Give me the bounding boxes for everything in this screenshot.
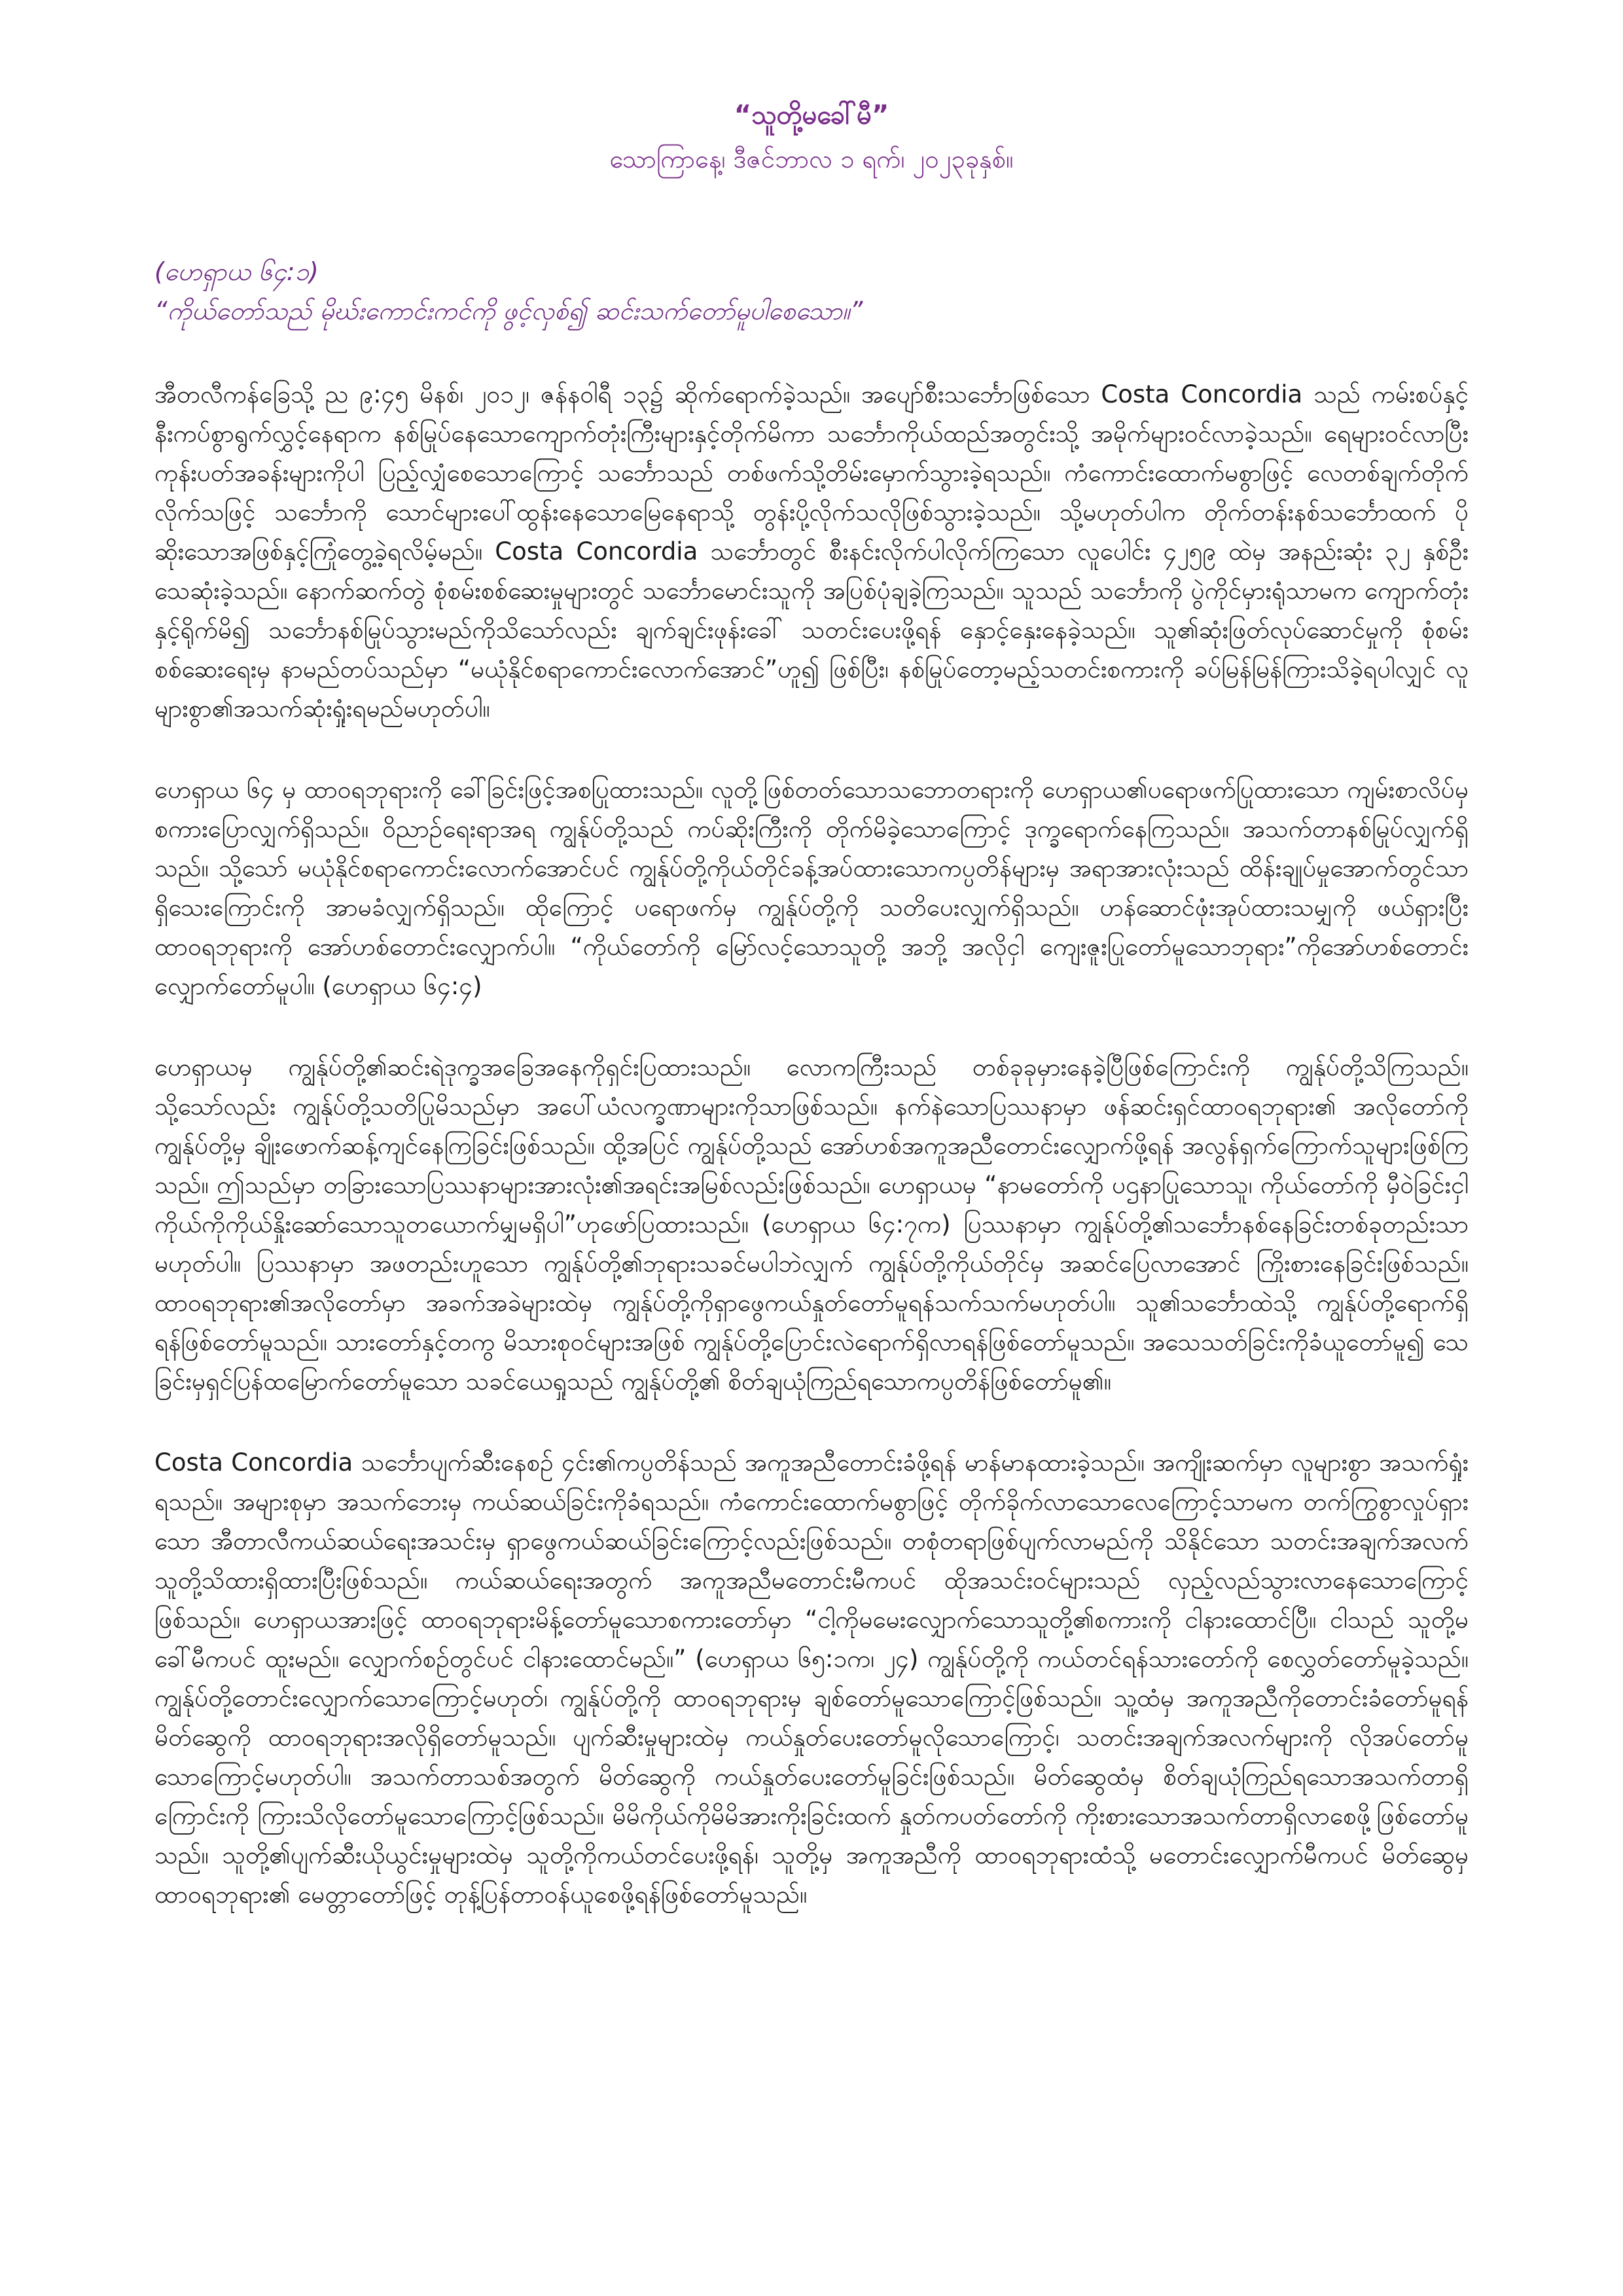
document-title: “သူတို့မခေါ်မီ” <box>734 100 889 130</box>
verse-reference: (ဟေရှာယ ၆၄:၁) <box>154 257 319 286</box>
paragraph-2: ဟေရှာယ ၆၄ မှ ထာဝရဘုရားကို ခေါ်ခြင်းဖြင့်အစပြုထားသည်။ လူတို့ဖြစ်တတ်သောသဘောတရားကို ဟေရှာယ၏ပရောဖက်ပြုထားသော ကျမ်းစာလိပ်မှ စကားပြောလျှက်ရှိသည်။ ဝိညာဉ်ရေးရာအရ ကျွန်ုပ်တို့သည် ကပ်ဆိုးကြီးကို တိုက်မိခဲ့သောကြောင့် ဒုက္ခရောက်နေကြသည်။ အသက်တာနစ်မြုပ်လျှက်ရှိသည်။ သို့သော် မယုံနိုင်စရာကောင်းလောက်အောင်ပင် ကျွန်ုပ်တို့ကိုယ်တိုင်ခန့်အပ်ထားသောကပ္ပတိန်များမှ အရာအားလုံးသည် ထိန်းချုပ်မှုအောက်တွင်သာရှိသေးကြောင်းကို အာမခံလျှက်ရှိသည်။ ထိုကြောင့် ပရောဖက်မှ ကျွန်ုပ်တို့ကို သတိပေးလျှက်ရှိသည်။ ဟန်ဆောင်ဖုံးအုပ်ထားသမျှကို ဖယ်ရှားပြီး ထာဝရဘုရားကို အော်ဟစ်တောင်းလျှောက်ပါ။ “ကိုယ်တော်ကို မြော်လင့်သောသူတို့ အဘို့ အလိုငှါ ကျေးဇူးပြုတော်မူသောဘုရား”ကိုအော်ဟစ်တောင်းလျှောက်တော်မူပါ။ (ဟေရှာယ ၆၄:၄) <box>154 776 1469 1000</box>
paragraph-4: Costa Concordia သင်္ဘောပျက်ဆီးနေစဉ် ၄င်း၏ကပ္ပတိန်သည် အကူအညီတောင်းခံဖို့ရန် မာန်မာနထားခဲ့သည်။ အကျိုးဆက်မှာ လူများစွာ အသက်ရှုံးရသည်။ အများစုမှာ အသက်ဘေးမှ ကယ်ဆယ်ခြင်းကိုခံရသည်။ ကံကောင်းထောက်မစွာဖြင့် တိုက်ခိုက်လာသောလေကြောင့်သာမက တက်ကြွစွာလှုပ်ရှားသော အီတာလီကယ်ဆယ်ရေးအသင်းမှ ရှာဖွေကယ်ဆယ်ခြင်းကြောင့်လည်းဖြစ်သည်။ တစုံတရာဖြစ်ပျက်လာမည်ကို သိနိုင်သော သတင်းအချက်အလက် သူတို့သိထားရှိထားပြီးဖြစ်သည်။ ကယ်ဆယ်ရေးအတွက် အကူအညီမတောင်းမီကပင် ထိုအသင်းဝင်များသည် လှည့်လည်သွားလာနေသောကြောင့်ဖြစ်သည်။ ဟေရှာယအားဖြင့် ထာဝရဘုရားမိန့်တော်မူသောစကားတော်မှာ “ငါ့ကိုမမေးလျှောက်သောသူတို့၏စကားကို ငါနားထောင်ပြီ။ ငါသည် သူတို့မခေါ်မီကပင် ထူးမည်။ လျှောက်စဉ်တွင်ပင် ငါနားထောင်မည်။” (ဟေရှာယ ၆၅:၁က၊ ၂၄) ကျွန်ုပ်တို့ကို ကယ်တင်ရန်သားတော်ကို စေလွှတ်တော်မူခဲ့သည်။ ကျွန်ုပ်တို့တောင်းလျှောက်သောကြောင့်မဟုတ်၊ ကျွန်ုပ်တို့ကို ထာဝရဘုရားမှ ချစ်တော်မူသောကြောင့်ဖြစ်သည်။ သူ့ထံမှ အကူအညီကိုတောင်းခံတော်မူရန် မိတ်ဆွေကို ထာဝရဘုရားအလိုရှိတော်မူသည်။ ပျက်ဆီးမှုများထဲမှ ကယ်နှုတ်ပေးတော်မူလိုသောကြောင့်၊ သတင်းအချက်အလက်များကို လိုအပ်တော်မူသောကြောင့်မဟုတ်ပါ။ အသက်တာသစ်အတွက် မိတ်ဆွေကို ကယ်နှုတ်ပေးတော်မူခြင်းဖြစ်သည်။ မိတ်ဆွေထံမှ စိတ်ချယုံကြည်ရသောအသက်တာရှိကြောင်းကို ကြားသိလိုတော်မူသောကြောင့်ဖြစ်သည်။ မိမိကိုယ်ကိုမိမိအားကိုးခြင်းထက် နှုတ်ကပတ်တော်ကို ကိုးစားသောအသက်တာရှိလာစေဖို့ဖြစ်တော်မူသည်။ သူတို့၏ပျက်ဆီးယိုယွင်းမှုများထဲမှ သူတို့ကိုကယ်တင်ပေးဖို့ရန်၊ သူတို့မှ အကူအညီကို ထာဝရဘုရားထံသို့ မတောင်းလျှောက်မီကပင် မိတ်ဆွေမှ ထာဝရဘုရား၏ မေတ္တာတော်ဖြင့် တုန့်ပြန်တာဝန်ယူစေဖို့ရန်ဖြစ်တော်မူသည်။ <box>154 1448 1469 1909</box>
verse-quote: “ကိုယ်တော်သည် မိုဃ်းကောင်းကင်ကို ဖွင့်လှစ်၍ ဆင်းသက်တော်မူပါစေသော။” <box>154 296 863 325</box>
paragraph-3: ဟေရှာယမှ ကျွန်ုပ်တို့၏ဆင်းရဲဒုက္ခအခြေအနေကိုရှင်းပြထားသည်။ လောကကြီးသည် တစ်ခုခုမှားနေခဲ့ပြီဖြစ်ကြောင်းကို ကျွန်ုပ်တို့သိကြသည်။ သို့သော်လည်း ကျွန်ုပ်တို့သတိပြုမိသည်မှာ အပေါ်ယံလက္ခဏာများကိုသာဖြစ်သည်။ နက်နဲသောပြဿနာမှာ ဖန်ဆင်းရှင်ထာဝရဘုရား၏ အလိုတော်ကို ကျွန်ုပ်တို့မှ ချိုးဖောက်ဆန့်ကျင်နေကြခြင်းဖြစ်သည်။ ထို့အပြင် ကျွန်ုပ်တို့သည် အော်ဟစ်အကူအညီတောင်းလျှောက်ဖို့ရန် အလွန်ရှက်ကြောက်သူများဖြစ်ကြသည်။ ဤသည်မှာ တခြားသောပြဿနာများအားလုံး၏အရင်းအမြစ်လည်းဖြစ်သည်။ ဟေရှာယမှ “နာမတော်ကို ပဌနာပြုသောသူ၊ ကိုယ်တော်ကို မှီဝဲခြင်းငှါ ကိုယ်ကိုကိုယ်နှိုးဆော်သောသူတယောက်မျှမရှိပါ”ဟုဖော်ပြထားသည်။ (ဟေရှာယ ၆၄:၇က) ပြဿနာမှာ ကျွန်ုပ်တို့၏သင်္ဘောနစ်နေခြင်းတစ်ခုတည်းသာမဟုတ်ပါ။ ပြဿနာမှာ အဖတည်းဟူသော ကျွန်ုပ်တို့၏ဘုရားသခင်မပါဘဲလျှက် ကျွန်ုပ်တို့ကိုယ်တိုင်မှ အဆင်ပြေလာအောင် ကြိုးစားနေခြင်းဖြစ်သည်။ ထာဝရဘုရား၏အလိုတော်မှာ အခက်အခဲများထဲမှ ကျွန်ုပ်တို့ကိုရှာဖွေကယ်နှုတ်တော်မူရန်သက်သက်မဟုတ်ပါ။ သူ၏သင်္ဘောထဲသို့ ကျွန်ုပ်တို့ရောက်ရှိရန်ဖြစ်တော်မူသည်။ သားတော်နှင့်တကွ မိသားစုဝင်များအဖြစ် ကျွန်ုပ်တို့ပြောင်းလဲရောက်ရှိလာရန်ဖြစ်တော်မူသည်။ အသေသတ်ခြင်းကိုခံယူတော်မူ၍ သေခြင်းမှရှင်ပြန်ထမြောက်တော်မူသော သခင်ယေရှုသည် ကျွန်ုပ်တို့၏ စိတ်ချယုံကြည်ရသောကပ္ပတိန်ဖြစ်တော်မူ၏။ <box>154 1053 1469 1395</box>
document-date: သောကြာနေ့၊ ဒီဇင်ဘာလ ၁ ရက်၊ ၂၀၂၃ခုနှစ်။ <box>609 145 1014 173</box>
paragraph-1: အီတလီကန်ခြေသို့ ည ၉:၄၅ မိနစ်၊ ၂၀၁၂၊ ဇန်နဝါရီ ၁၃၌ ဆိုက်ရောက်ခဲ့သည်။ အပျော်စီးသင်္ဘောဖြစ်သော Costa Concordia သည် ကမ်းစပ်နှင့်နီးကပ်စွာရွက်လွှင့်နေရာက နစ်မြုပ်နေသောကျောက်တုံးကြီးများနှင့်တိုက်မိကာ သင်္ဘောကိုယ်ထည်အတွင်းသို့ အမိုက်များဝင်လာခဲ့သည်။ ရေများဝင်လာပြီး ကုန်းပတ်အခန်းများကိုပါ ပြည့်လျှံစေသောကြောင့် သင်္ဘောသည် တစ်ဖက်သို့တိမ်းမှောက်သွားခဲ့ရသည်။ ကံကောင်းထောက်မစွာဖြင့် လေတစ်ချက်တိုက်လိုက်သဖြင့် သင်္ဘောကို သောင်များပေါ်ထွန်းနေသောမြေနေရာသို့ တွန်းပို့လိုက်သလိုဖြစ်သွားခဲ့သည်။ သို့မဟုတ်ပါက တိုက်တန်းနစ်သင်္ဘောထက် ပိုဆိုးသောအဖြစ်နှင့်ကြုံတွေ့ခဲ့ရလိမ့်မည်။ Costa Concordia သင်္ဘောတွင် စီးနင်းလိုက်ပါလိုက်ကြသော လူပေါင်း ၄၂၅၉ ထဲမှ အနည်းဆုံး ၃၂ နှစ်ဦးသေဆုံးခဲ့သည်။ နောက်ဆက်တွဲ စုံစမ်းစစ်ဆေးမှုများတွင် သင်္ဘောမောင်းသူကို အပြစ်ပုံချခဲ့ကြသည်။ သူသည် သင်္ဘောကို ပွဲကိုင်မှားရုံသာမက ကျောက်တုံးနှင့်ရိုက်မိ၍ သင်္ဘောနစ်မြုပ်သွားမည်ကိုသိသော်လည်း ချက်ချင်းဖုန်းခေါ် သတင်းပေးဖို့ရန် နှောင့်နှေးနေခဲ့သည်။ သူ၏ဆုံးဖြတ်လုပ်ဆောင်မှုကို စုံစမ်းစစ်ဆေးရေးမှ နာမည်တပ်သည်မှာ “မယုံနိုင်စရာကောင်းလောက်အောင်”ဟူ၍ ဖြစ်ပြီး၊ နစ်မြုပ်တော့မည့်သတင်းစကားကို ခပ်မြန်မြန်ကြားသိခဲ့ရပါလျှင် လူများစွာ၏အသက်ဆုံးရှုံးရမည်မဟုတ်ပါ။ <box>154 380 1469 723</box>
